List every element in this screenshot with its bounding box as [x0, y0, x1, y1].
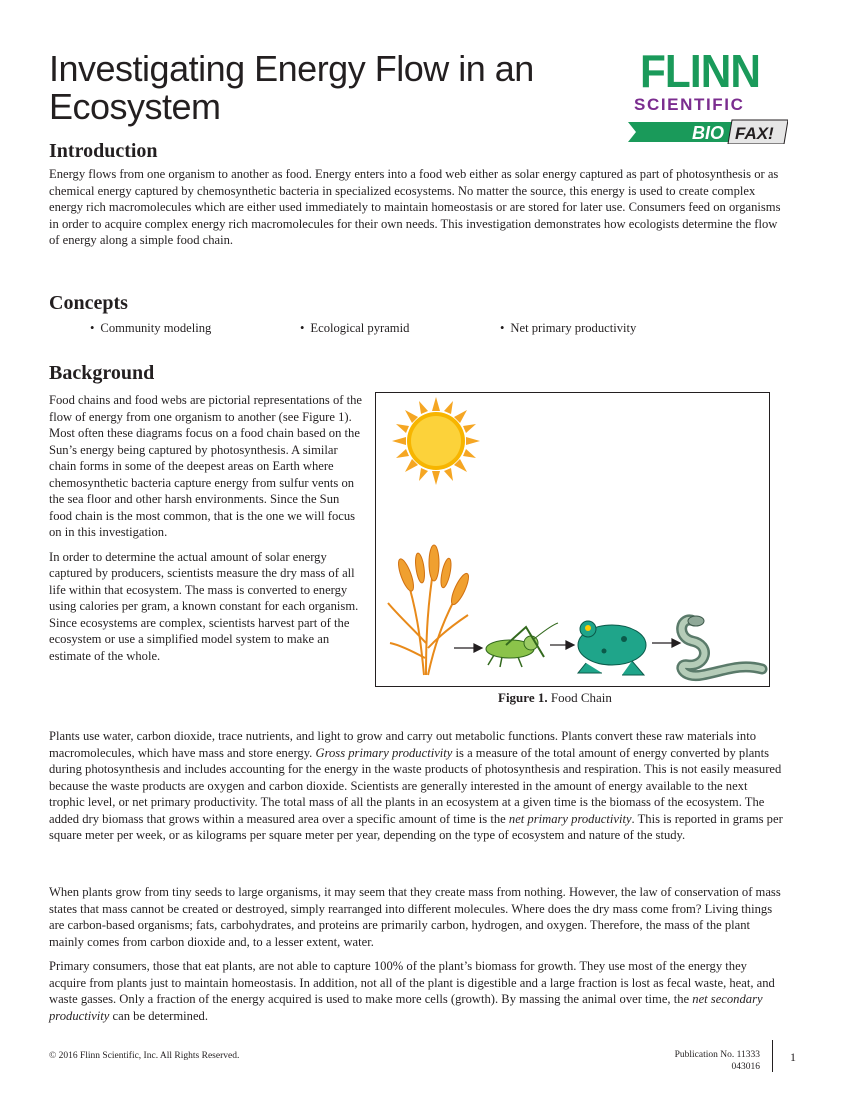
text-span: can be determined. — [109, 1008, 208, 1023]
logo-fax-text: FAX! — [735, 124, 774, 143]
page-number: 1 — [790, 1050, 796, 1064]
introduction-heading: Introduction — [49, 140, 158, 162]
logo-scientific-text: SCIENTIFIC — [634, 95, 745, 114]
sun-icon — [392, 397, 480, 485]
text-span: . This is reported in grams per square meter per week, or as kilograms per square meter per year, depending on the type of ecosystem and nature of the study. — [49, 811, 783, 842]
concept-item: • Community modeling — [90, 321, 211, 336]
background-paragraph-4: When plants grow from tiny seeds to large organisms, it may seem that they create mass from nothing. However, the law of conservation of mass states that mass cannot be created or destroyed, simply rearranged into different molecules. Where does the dry mass come from? Living things are carbon-based organisms; fats, carbohydrates, and proteins are primarily carbon, hydrogen, and oxygen. Therefore, the mass of the plant mainly comes from carbon dioxide and, to a lesser extent, water. — [49, 885, 781, 949]
publication-code: 043016 — [731, 1062, 760, 1072]
background-column — [49, 392, 365, 672]
flinn-scientific-logo — [628, 45, 798, 148]
footer-publication — [620, 1049, 760, 1073]
concepts-heading: Concepts — [49, 292, 128, 314]
background-paragraph-2: In order to determine the actual amount of solar energy captured by producers, scientists measure the dry mass of all life within that ecosystem. The mass is converted to energy using calories per gram, a known constant for each organism. Since ecosystems are complex, scientists harvest part of the ecosystem or use a simplified model system to make an estimate of the whole. — [49, 549, 359, 663]
document-title: Investigating Energy Flow in an Ecosystem — [49, 48, 534, 127]
snake-icon — [682, 616, 762, 676]
footer-copyright: © 2016 Flinn Scientific, Inc. All Rights Reserved. — [49, 1051, 240, 1061]
text-span: is a measure of the total amount of energy converted by plants during photosynthesis and includes accounting for the energy in the waste products of photosynthesis and respiration. This is not easily measured because the waste products are oxygen and carbon dioxide. Scientists are generally interested in the amount of energy available to the next trophic level, or net primary productivity. The total mass of all the plants in an ecosystem at a given time is the biomass of the ecosystem. The added dry biomass that grows within a measured area over a specific amount of time is the — [49, 745, 782, 826]
emphasis-term: Gross primary productivity — [315, 745, 453, 760]
emphasis-term: net secondary productivity — [49, 992, 763, 1023]
grasshopper-icon — [486, 623, 558, 667]
concept-item: • Ecological pyramid — [300, 321, 409, 336]
emphasis-term: net primary productivity — [508, 811, 632, 826]
text-span: Primary consumers, those that eat plants, are not able to capture 100% of the plant’s biomass for growth. They use most of the energy they acquire from plants just to maintain homeostasis. In addition, not all of the plant is digestible and a large fraction is lost as fecal waste, heat, and waste gasses. Only a fraction of the energy acquired is used to make more cells (growth). By massing the animal over time, the — [49, 959, 775, 1006]
figure-caption-text: Food Chain — [550, 690, 612, 705]
biofax-banner-icon — [628, 118, 788, 144]
background-paragraph-5 — [49, 958, 785, 1024]
text-span: Plants use water, carbon dioxide, trace nutrients, and light to grow and carry out metabolic functions. Plants convert these raw materials into macromolecules, which have mass and store energy. — [49, 729, 756, 760]
food-chain-figure — [375, 392, 770, 687]
background-heading: Background — [49, 362, 155, 384]
footer-divider — [772, 1040, 773, 1072]
concepts-list — [90, 321, 790, 339]
figure-caption — [498, 690, 612, 706]
publication-number: Publication No. 11333 — [674, 1050, 760, 1060]
concept-item: • Net primary productivity — [500, 321, 636, 336]
background-paragraph-1: Food chains and food webs are pictorial representations of the flow of energy from one organism to another (see Figure 1). Most often these diagrams focus on a food chain based on the Sun’s energy being captured by photosynthesis. A similar chain forms in some of the deepest areas on Earth where chemosynthetic bacteria capture energy from sulfur vents on the sea floor and other harsh environments. Since the Sun food chain is the most common, that is the one we will focus on in this investigation. — [49, 393, 362, 539]
logo-flinn-text: FLINN — [640, 45, 760, 97]
frog-icon — [578, 621, 646, 675]
logo-bio-text: BIO — [692, 123, 725, 143]
figure-label: Figure 1. — [498, 690, 548, 705]
introduction-text: Energy flows from one organism to another as food. Energy enters into a food web either as solar energy captured as part of photosynthesis or as chemical energy captured by chemosynthetic bacteria in specialized ecosystems. No matter the source, this energy is used to create complex energy rich macromolecules which are either used immediately to maintain homeostasis or are stored for later use. Consumers feed on organisms in order to acquire complex energy rich macromolecules for their own needs. This investigation demonstrates how ecologists determine the flow of energy along a simple food chain. — [49, 167, 781, 247]
wheat-icon — [388, 545, 472, 675]
background-paragraph-3 — [49, 728, 785, 844]
